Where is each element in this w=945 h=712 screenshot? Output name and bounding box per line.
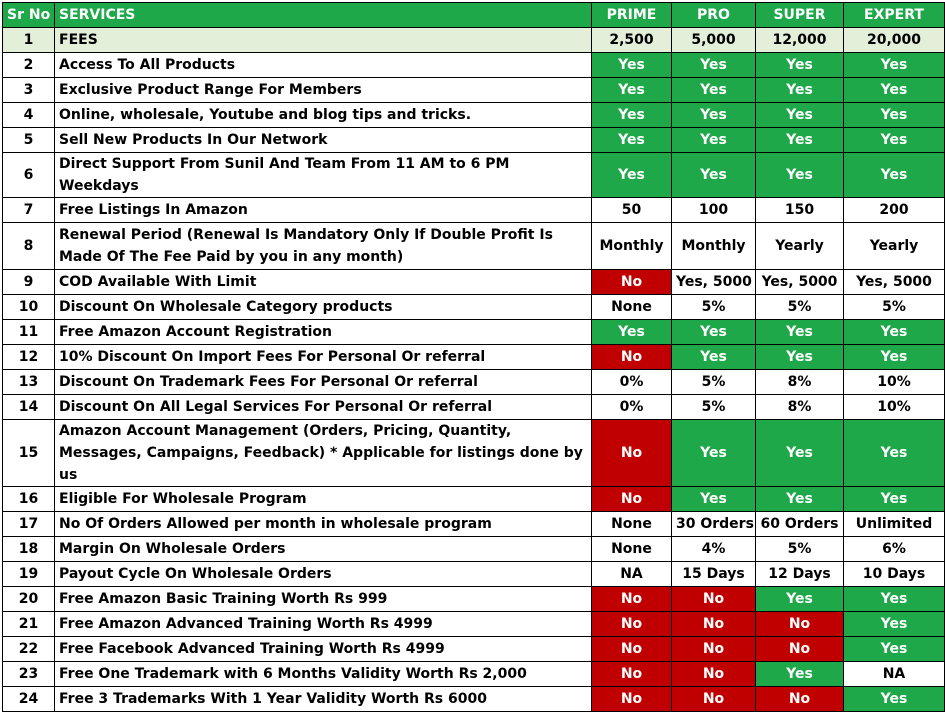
sr-no-cell: 14 xyxy=(3,395,55,420)
sr-no-cell: 7 xyxy=(3,198,55,223)
value-cell-prime: 2,500 xyxy=(592,28,672,53)
value-cell-prime: No xyxy=(592,612,672,637)
value-cell-super: Yes xyxy=(756,420,844,487)
plan-header-super: SUPER xyxy=(756,3,844,28)
service-cell: Free Amazon Account Registration xyxy=(55,320,592,345)
table-row xyxy=(3,587,945,612)
value-cell-super: 12,000 xyxy=(756,28,844,53)
service-cell: Online, wholesale, Youtube and blog tips and tricks. xyxy=(55,103,592,128)
value-cell-expert: Yes xyxy=(844,587,945,612)
value-cell-expert: Yes xyxy=(844,687,945,712)
value-cell-expert: Yes xyxy=(844,128,945,153)
service-cell: Sell New Products In Our Network xyxy=(55,128,592,153)
value-cell-super: 8% xyxy=(756,395,844,420)
service-cell: Amazon Account Management (Orders, Pricing, Quantity, Messages, Campaigns, Feedback) * Applicable for listings done by us xyxy=(55,420,592,487)
value-cell-prime: Yes xyxy=(592,153,672,198)
value-cell-prime: Yes xyxy=(592,320,672,345)
table-row xyxy=(3,153,945,198)
value-cell-prime: No xyxy=(592,487,672,512)
table-row xyxy=(3,198,945,223)
value-cell-super: Yes xyxy=(756,320,844,345)
table-row xyxy=(3,637,945,662)
value-cell-prime: None xyxy=(592,295,672,320)
plan-header-prime: PRIME xyxy=(592,3,672,28)
table-row xyxy=(3,662,945,687)
value-cell-super: Yes xyxy=(756,128,844,153)
table-row xyxy=(3,270,945,295)
value-cell-prime: 0% xyxy=(592,370,672,395)
table-row xyxy=(3,395,945,420)
table-row xyxy=(3,687,945,712)
value-cell-pro: 5,000 xyxy=(672,28,756,53)
sr-no-cell: 17 xyxy=(3,512,55,537)
sr-no-cell: 18 xyxy=(3,537,55,562)
value-cell-pro: Yes xyxy=(672,320,756,345)
value-cell-pro: Yes xyxy=(672,53,756,78)
service-cell: Free Amazon Advanced Training Worth Rs 4999 xyxy=(55,612,592,637)
value-cell-expert: Yes xyxy=(844,320,945,345)
value-cell-pro: 4% xyxy=(672,537,756,562)
table-row xyxy=(3,128,945,153)
value-cell-expert: Yearly xyxy=(844,223,945,270)
value-cell-prime: 0% xyxy=(592,395,672,420)
table-row xyxy=(3,420,945,487)
value-cell-expert: Yes xyxy=(844,345,945,370)
value-cell-prime: None xyxy=(592,537,672,562)
value-cell-super: 60 Orders xyxy=(756,512,844,537)
value-cell-prime: Yes xyxy=(592,78,672,103)
value-cell-super: No xyxy=(756,637,844,662)
service-cell: COD Available With Limit xyxy=(55,270,592,295)
value-cell-expert: 5% xyxy=(844,295,945,320)
value-cell-expert: NA xyxy=(844,662,945,687)
value-cell-prime: No xyxy=(592,420,672,487)
service-cell: Free 3 Trademarks With 1 Year Validity Worth Rs 6000 xyxy=(55,687,592,712)
value-cell-super: No xyxy=(756,612,844,637)
value-cell-pro: No xyxy=(672,587,756,612)
value-cell-pro: Monthly xyxy=(672,223,756,270)
table-row xyxy=(3,28,945,53)
table-row xyxy=(3,537,945,562)
services-header: SERVICES xyxy=(55,3,592,28)
service-cell: Payout Cycle On Wholesale Orders xyxy=(55,562,592,587)
value-cell-super: Yes xyxy=(756,53,844,78)
header-row xyxy=(3,3,945,28)
value-cell-prime: No xyxy=(592,587,672,612)
service-cell: 10% Discount On Import Fees For Personal Or referral xyxy=(55,345,592,370)
sr-no-cell: 19 xyxy=(3,562,55,587)
table-row xyxy=(3,612,945,637)
value-cell-expert: Yes xyxy=(844,153,945,198)
service-cell: Renewal Period (Renewal Is Mandatory Only If Double Profit Is Made Of The Fee Paid by you in any month) xyxy=(55,223,592,270)
table-row xyxy=(3,223,945,270)
table-row xyxy=(3,320,945,345)
service-cell: Free Facebook Advanced Training Worth Rs 4999 xyxy=(55,637,592,662)
value-cell-expert: 10% xyxy=(844,370,945,395)
value-cell-expert: 10% xyxy=(844,395,945,420)
service-cell: Discount On Trademark Fees For Personal Or referral xyxy=(55,370,592,395)
sr-no-cell: 9 xyxy=(3,270,55,295)
value-cell-pro: 5% xyxy=(672,370,756,395)
value-cell-expert: 6% xyxy=(844,537,945,562)
sr-no-cell: 16 xyxy=(3,487,55,512)
value-cell-super: Yes, 5000 xyxy=(756,270,844,295)
sr-no-cell: 10 xyxy=(3,295,55,320)
sr-no-cell: 4 xyxy=(3,103,55,128)
table-row xyxy=(3,53,945,78)
sr-no-cell: 12 xyxy=(3,345,55,370)
table-body xyxy=(3,28,945,712)
sr-no-cell: 5 xyxy=(3,128,55,153)
value-cell-prime: Monthly xyxy=(592,223,672,270)
value-cell-pro: No xyxy=(672,662,756,687)
sr-no-cell: 15 xyxy=(3,420,55,487)
sr-no-cell: 11 xyxy=(3,320,55,345)
value-cell-pro: 5% xyxy=(672,295,756,320)
value-cell-super: Yes xyxy=(756,153,844,198)
value-cell-super: 5% xyxy=(756,537,844,562)
service-cell: Eligible For Wholesale Program xyxy=(55,487,592,512)
value-cell-pro: Yes, 5000 xyxy=(672,270,756,295)
value-cell-prime: No xyxy=(592,637,672,662)
value-cell-prime: Yes xyxy=(592,103,672,128)
plans-comparison-table xyxy=(2,2,945,712)
sr-no-cell: 1 xyxy=(3,28,55,53)
value-cell-pro: Yes xyxy=(672,128,756,153)
sr-no-header: Sr No xyxy=(3,3,55,28)
service-cell: Free One Trademark with 6 Months Validity Worth Rs 2,000 xyxy=(55,662,592,687)
value-cell-super: 8% xyxy=(756,370,844,395)
value-cell-pro: 15 Days xyxy=(672,562,756,587)
table-row xyxy=(3,512,945,537)
service-cell: Exclusive Product Range For Members xyxy=(55,78,592,103)
value-cell-pro: 30 Orders xyxy=(672,512,756,537)
value-cell-pro: No xyxy=(672,687,756,712)
value-cell-pro: Yes xyxy=(672,153,756,198)
value-cell-expert: Yes xyxy=(844,78,945,103)
value-cell-prime: No xyxy=(592,270,672,295)
sr-no-cell: 3 xyxy=(3,78,55,103)
value-cell-super: 5% xyxy=(756,295,844,320)
value-cell-super: Yes xyxy=(756,662,844,687)
value-cell-pro: 100 xyxy=(672,198,756,223)
value-cell-pro: Yes xyxy=(672,103,756,128)
sr-no-cell: 20 xyxy=(3,587,55,612)
value-cell-prime: None xyxy=(592,512,672,537)
table-row xyxy=(3,370,945,395)
value-cell-pro: Yes xyxy=(672,345,756,370)
value-cell-pro: Yes xyxy=(672,420,756,487)
value-cell-prime: No xyxy=(592,687,672,712)
value-cell-super: Yes xyxy=(756,78,844,103)
service-cell: No Of Orders Allowed per month in wholesale program xyxy=(55,512,592,537)
table-row xyxy=(3,562,945,587)
value-cell-super: Yearly xyxy=(756,223,844,270)
value-cell-super: Yes xyxy=(756,487,844,512)
sr-no-cell: 13 xyxy=(3,370,55,395)
value-cell-expert: Yes xyxy=(844,420,945,487)
sr-no-cell: 23 xyxy=(3,662,55,687)
service-cell: Margin On Wholesale Orders xyxy=(55,537,592,562)
value-cell-pro: No xyxy=(672,637,756,662)
value-cell-super: No xyxy=(756,687,844,712)
value-cell-prime: No xyxy=(592,345,672,370)
table-row xyxy=(3,487,945,512)
sr-no-cell: 24 xyxy=(3,687,55,712)
value-cell-expert: Yes xyxy=(844,53,945,78)
value-cell-prime: NA xyxy=(592,562,672,587)
value-cell-expert: 10 Days xyxy=(844,562,945,587)
service-cell: FEES xyxy=(55,28,592,53)
value-cell-expert: Yes, 5000 xyxy=(844,270,945,295)
service-cell: Free Amazon Basic Training Worth Rs 999 xyxy=(55,587,592,612)
service-cell: Access To All Products xyxy=(55,53,592,78)
service-cell: Free Listings In Amazon xyxy=(55,198,592,223)
sr-no-cell: 21 xyxy=(3,612,55,637)
value-cell-super: 150 xyxy=(756,198,844,223)
table-row xyxy=(3,345,945,370)
value-cell-expert: Unlimited xyxy=(844,512,945,537)
service-cell: Direct Support From Sunil And Team From 11 AM to 6 PM Weekdays xyxy=(55,153,592,198)
sr-no-cell: 8 xyxy=(3,223,55,270)
value-cell-expert: 200 xyxy=(844,198,945,223)
table-row xyxy=(3,103,945,128)
sr-no-cell: 2 xyxy=(3,53,55,78)
table-row xyxy=(3,78,945,103)
value-cell-pro: Yes xyxy=(672,78,756,103)
value-cell-prime: Yes xyxy=(592,128,672,153)
value-cell-expert: Yes xyxy=(844,637,945,662)
value-cell-expert: Yes xyxy=(844,487,945,512)
value-cell-prime: Yes xyxy=(592,53,672,78)
value-cell-prime: 50 xyxy=(592,198,672,223)
value-cell-pro: No xyxy=(672,612,756,637)
value-cell-expert: Yes xyxy=(844,612,945,637)
table-row xyxy=(3,295,945,320)
value-cell-prime: No xyxy=(592,662,672,687)
sr-no-cell: 22 xyxy=(3,637,55,662)
sr-no-cell: 6 xyxy=(3,153,55,198)
plan-header-pro: PRO xyxy=(672,3,756,28)
value-cell-super: Yes xyxy=(756,103,844,128)
service-cell: Discount On All Legal Services For Personal Or referral xyxy=(55,395,592,420)
value-cell-expert: Yes xyxy=(844,103,945,128)
service-cell: Discount On Wholesale Category products xyxy=(55,295,592,320)
value-cell-expert: 20,000 xyxy=(844,28,945,53)
value-cell-pro: 5% xyxy=(672,395,756,420)
value-cell-super: Yes xyxy=(756,345,844,370)
plan-header-expert: EXPERT xyxy=(844,3,945,28)
value-cell-super: 12 Days xyxy=(756,562,844,587)
value-cell-super: Yes xyxy=(756,587,844,612)
value-cell-pro: Yes xyxy=(672,487,756,512)
